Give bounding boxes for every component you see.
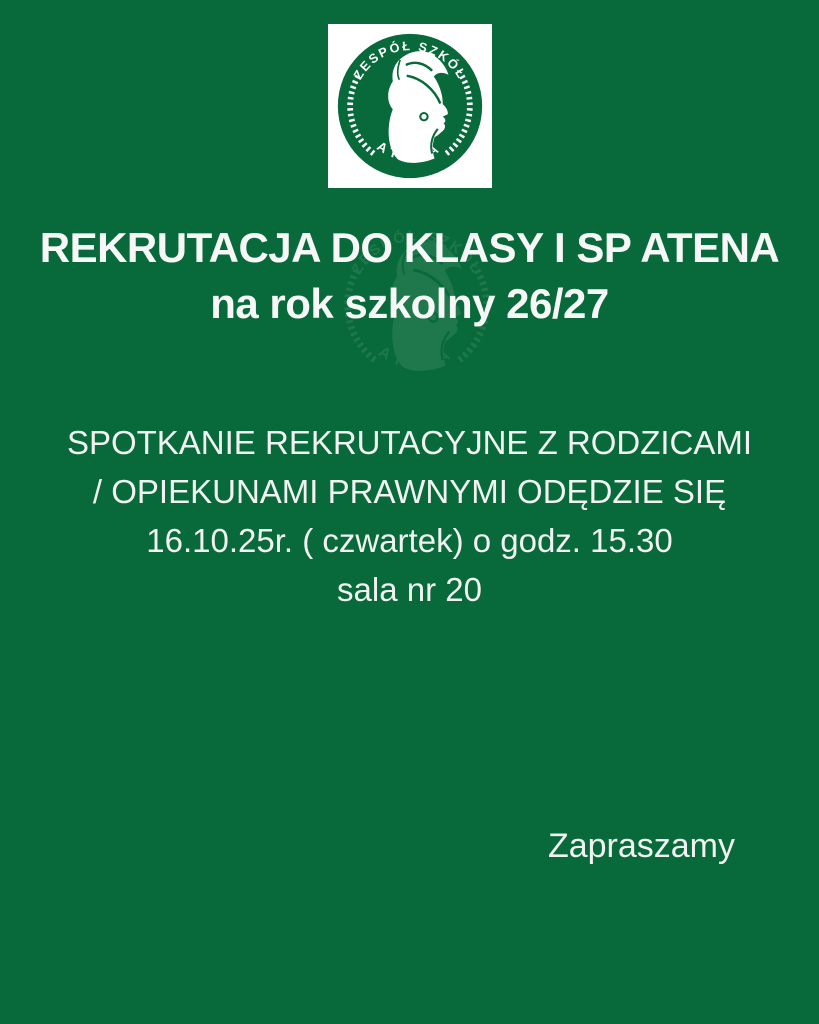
closing-text: Zapraszamy [547,827,735,865]
announcement-line: 16.10.25r. ( czwartek) o godz. 15.30 [146,522,673,559]
announcement-line: SPOTKANIE REKRUTACYJNE Z RODZICAMI [66,424,753,461]
school-logo-card [328,24,492,188]
title-line-2: na rok szkolny 26/27 [210,280,609,327]
announcement-text [0,418,819,614]
page-title [0,220,819,332]
announcement-line: sala nr 20 [337,571,482,608]
atena-school-emblem-icon [328,24,492,188]
announcement-line: / OPIEKUNAMI PRAWNYMI ODĘDZIE SIĘ [92,473,727,510]
title-line-1: REKRUTACJA DO KLASY I SP ATENA [39,224,780,271]
